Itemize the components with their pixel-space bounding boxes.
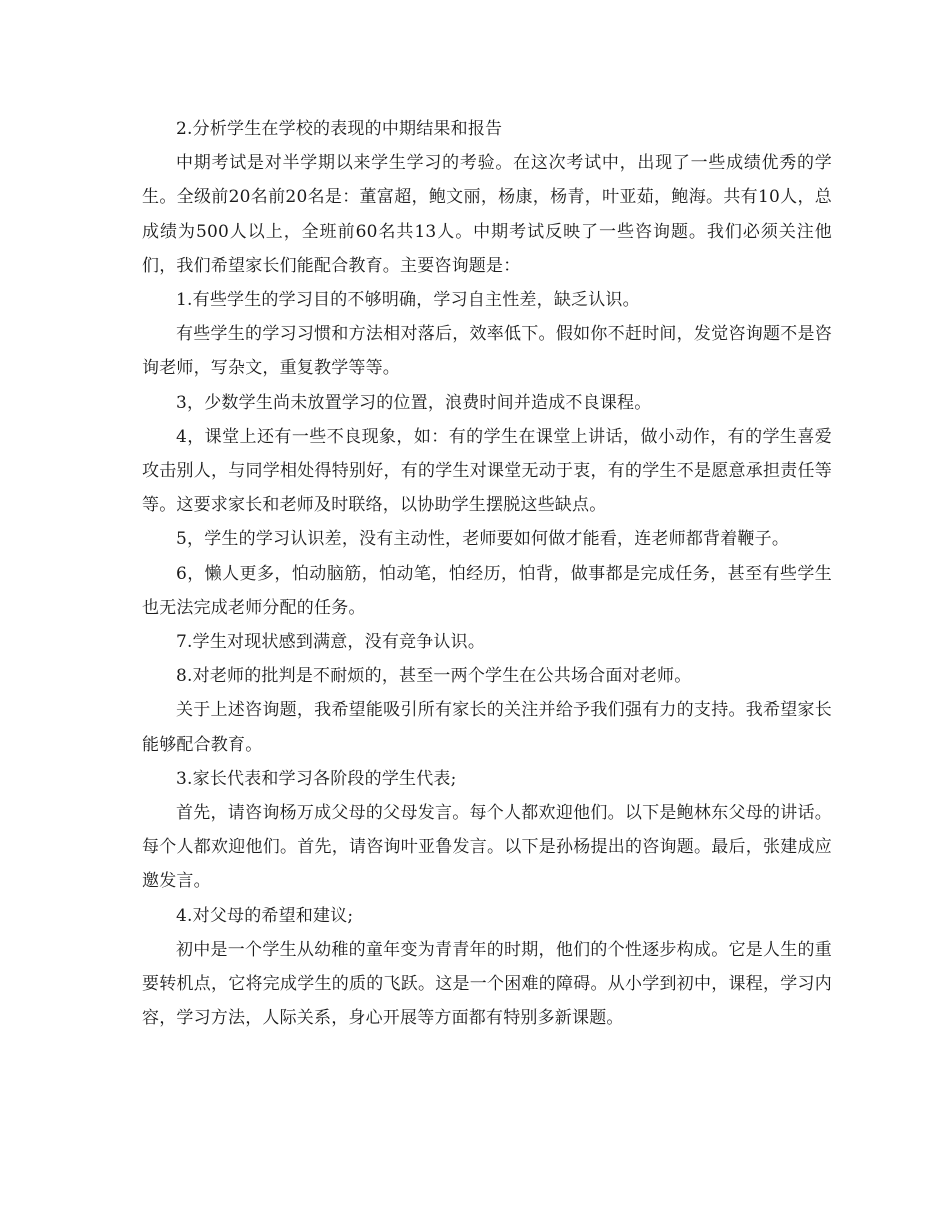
section-heading-midterm: 2.分析学生在学校的表现的中期结果和报告 — [176, 119, 503, 139]
list-item-3: 3，少数学生尚未放置学习的位置，浪费时间并造成不良课程。 — [176, 392, 652, 413]
paragraph-midterm-summary: 中期考试是对半学期以来学生学习的考验。在这次考试中，出现了一些成绩优秀的学生。全级前20名前20名是：董富超，鲍文丽，杨康，杨青，叶亚茹，鲍海。共有10人，总成绩为500人以上，全班前60名共13人。中期考试反映了一些咨询题。我们必须关注他们，我们希望家长们能配合教育。主要咨询题是： — [142, 153, 832, 276]
paragraph-study-habits: 有些学生的学习习惯和方法相对落后，效率低下。假如你不赶时间，发觉咨询题不是咨询老师，写杂文，重复教学等等。 — [142, 324, 832, 379]
list-item-1: 1.有些学生的学习目的不够明确，学习自主性差，缺乏认识。 — [176, 290, 640, 311]
paragraph-speakers: 首先，请咨询杨万成父母的父母发言。每个人都欢迎他们。以下是鲍林东父母的讲话。每个人都欢迎他们。首先，请咨询叶亚鲁发言。以下是孙杨提出的咨询题。最后，张建成应邀发言。 — [142, 803, 832, 892]
list-item-6: 6，懒人更多，怕动脑筋，怕动笔，怕经历，怕背，做事都是完成任务，甚至有些学生也无法完成老师分配的任务。 — [142, 563, 832, 618]
paragraph-parent-support: 关于上述咨询题，我希望能吸引所有家长的关注并给予我们强有力的支持。我希望家长能够配合教育。 — [142, 700, 832, 755]
section-heading-suggestions: 4.对父母的希望和建议; — [176, 905, 354, 926]
paragraph-junior-high: 初中是一个学生从幼稚的童年变为青青年的时期，他们的个性逐步构成。它是人生的重要转机点，它将完成学生的质的飞跃。这是一个困难的障碍。从小学到初中，课程，学习内容，学习方法，人际关系，身心开展等方面都有特别多新课题。 — [142, 939, 832, 1029]
list-item-8: 8.对老师的批判是不耐烦的，甚至一两个学生在公共场合面对老师。 — [176, 666, 692, 687]
section-heading-representatives: 3.家长代表和学习各阶段的学生代表; — [176, 768, 457, 789]
list-item-5: 5，学生的学习认识差，没有主动性，老师要如何做才能看，连老师都背着鞭子。 — [176, 529, 790, 550]
list-item-7: 7.学生对现状感到满意，没有竞争认识。 — [176, 632, 486, 653]
list-item-4: 4，课堂上还有一些不良现象，如：有的学生在课堂上讲话，做小动作，有的学生喜爱攻击别人，与同学相处得特别好，有的学生对课堂无动于衷，有的学生不是愿意承担责任等等。这要求家长和老师及时联络，以协助学生摆脱这些缺点。 — [142, 426, 832, 516]
document-body — [142, 112, 832, 1035]
